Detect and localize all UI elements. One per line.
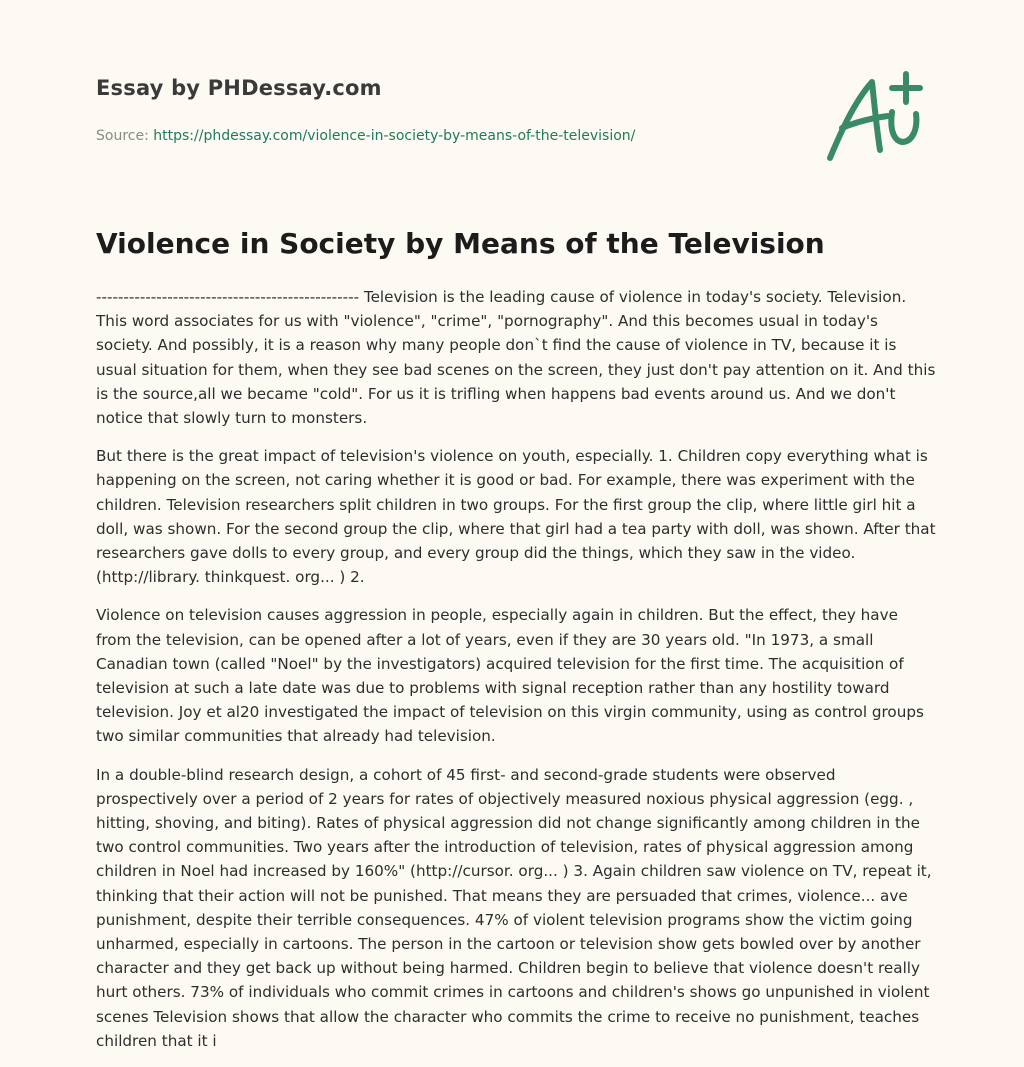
source-line xyxy=(96,128,736,144)
source-label: Source: xyxy=(96,128,149,144)
essay-body xyxy=(96,285,936,1067)
essay-paragraph: But there is the great impact of television's violence on youth, especially. 1. Children copy everything what is happening on the screen, not caring whether it is good or bad. For example, there was experiment with the children. Television researchers split children in two groups. For the first group the clip, where little girl hit a doll, was shown. For the second group the clip, where that girl had a tea party with doll, was shown. After that researchers gave dolls to every group, and every group did the things, which they saw in the video. (http://library. thinkquest. org... ) 2. xyxy=(96,447,936,587)
essay-paragraph: ------------------------------------------------ Television is the leading cause of violence in today's society. Television. This word associates for us with "violence", "crime", "pornography". And this becomes usual in today's society. And possibly, it is a reason why many people don`t find the cause of violence in TV, because it is usual situation for them, when they see bad scenes on the screen, they just don't pay attention on it. And this is the source,all we became "cold". For us it is trifling when happens bad events around us. And we don't notice that slowly turn to monsters. xyxy=(96,288,936,428)
a-plus-logo-icon xyxy=(822,66,926,166)
site-brand: Essay by PHDessay.com xyxy=(96,76,382,100)
essay-paragraph: In a double-blind research design, a cohort of 45 first- and second-grade students were observed prospectively over a period of 2 years for rates of objectively measured noxious physical aggression (egg. , hitting, shoving, and biting). Rates of physical aggression did not change significantly among children in the two control communities. Two years after the introduction of television, rates of physical aggression among children in Noel had increased by 160%" (http://cursor. org... ) 3. Again children saw violence on TV, repeat it, thinking that their action will not be punished. That means they are persuaded that crimes, violence... ave punishment, despite their terrible consequences. 47% of violent television programs show the victim going unharmed, especially in cartoons. The person in the cartoon or television show gets bowled over by another character and they get back up without being harmed. Children begin to believe that violence doesn't really hurt others. 73% of individuals who commit crimes in cartoons and children's shows go unpunished in violent scenes Television shows that allow the character who commits the crime to receive no punishment, teaches children that it i xyxy=(96,765,932,1050)
essay-paragraph: Violence on television causes aggression in people, especially again in children. But the effect, they have from the television, can be opened after a lot of years, even if they are 30 years old. "In 1973, a small Canadian town (called "Noel" by the investigators) acquired television for the first time. The acquisition of television at such a late date was due to problems with signal reception rather than any hostility toward television. Joy et al20 investigated the impact of television on this virgin community, using as control groups two similar communities that already had television. xyxy=(96,606,924,746)
source-link[interactable]: https://phdessay.com/violence-in-society-by-means-of-the-television/ xyxy=(153,128,636,144)
essay-title: Violence in Society by Means of the Television xyxy=(96,227,825,260)
essay-header xyxy=(96,76,736,144)
